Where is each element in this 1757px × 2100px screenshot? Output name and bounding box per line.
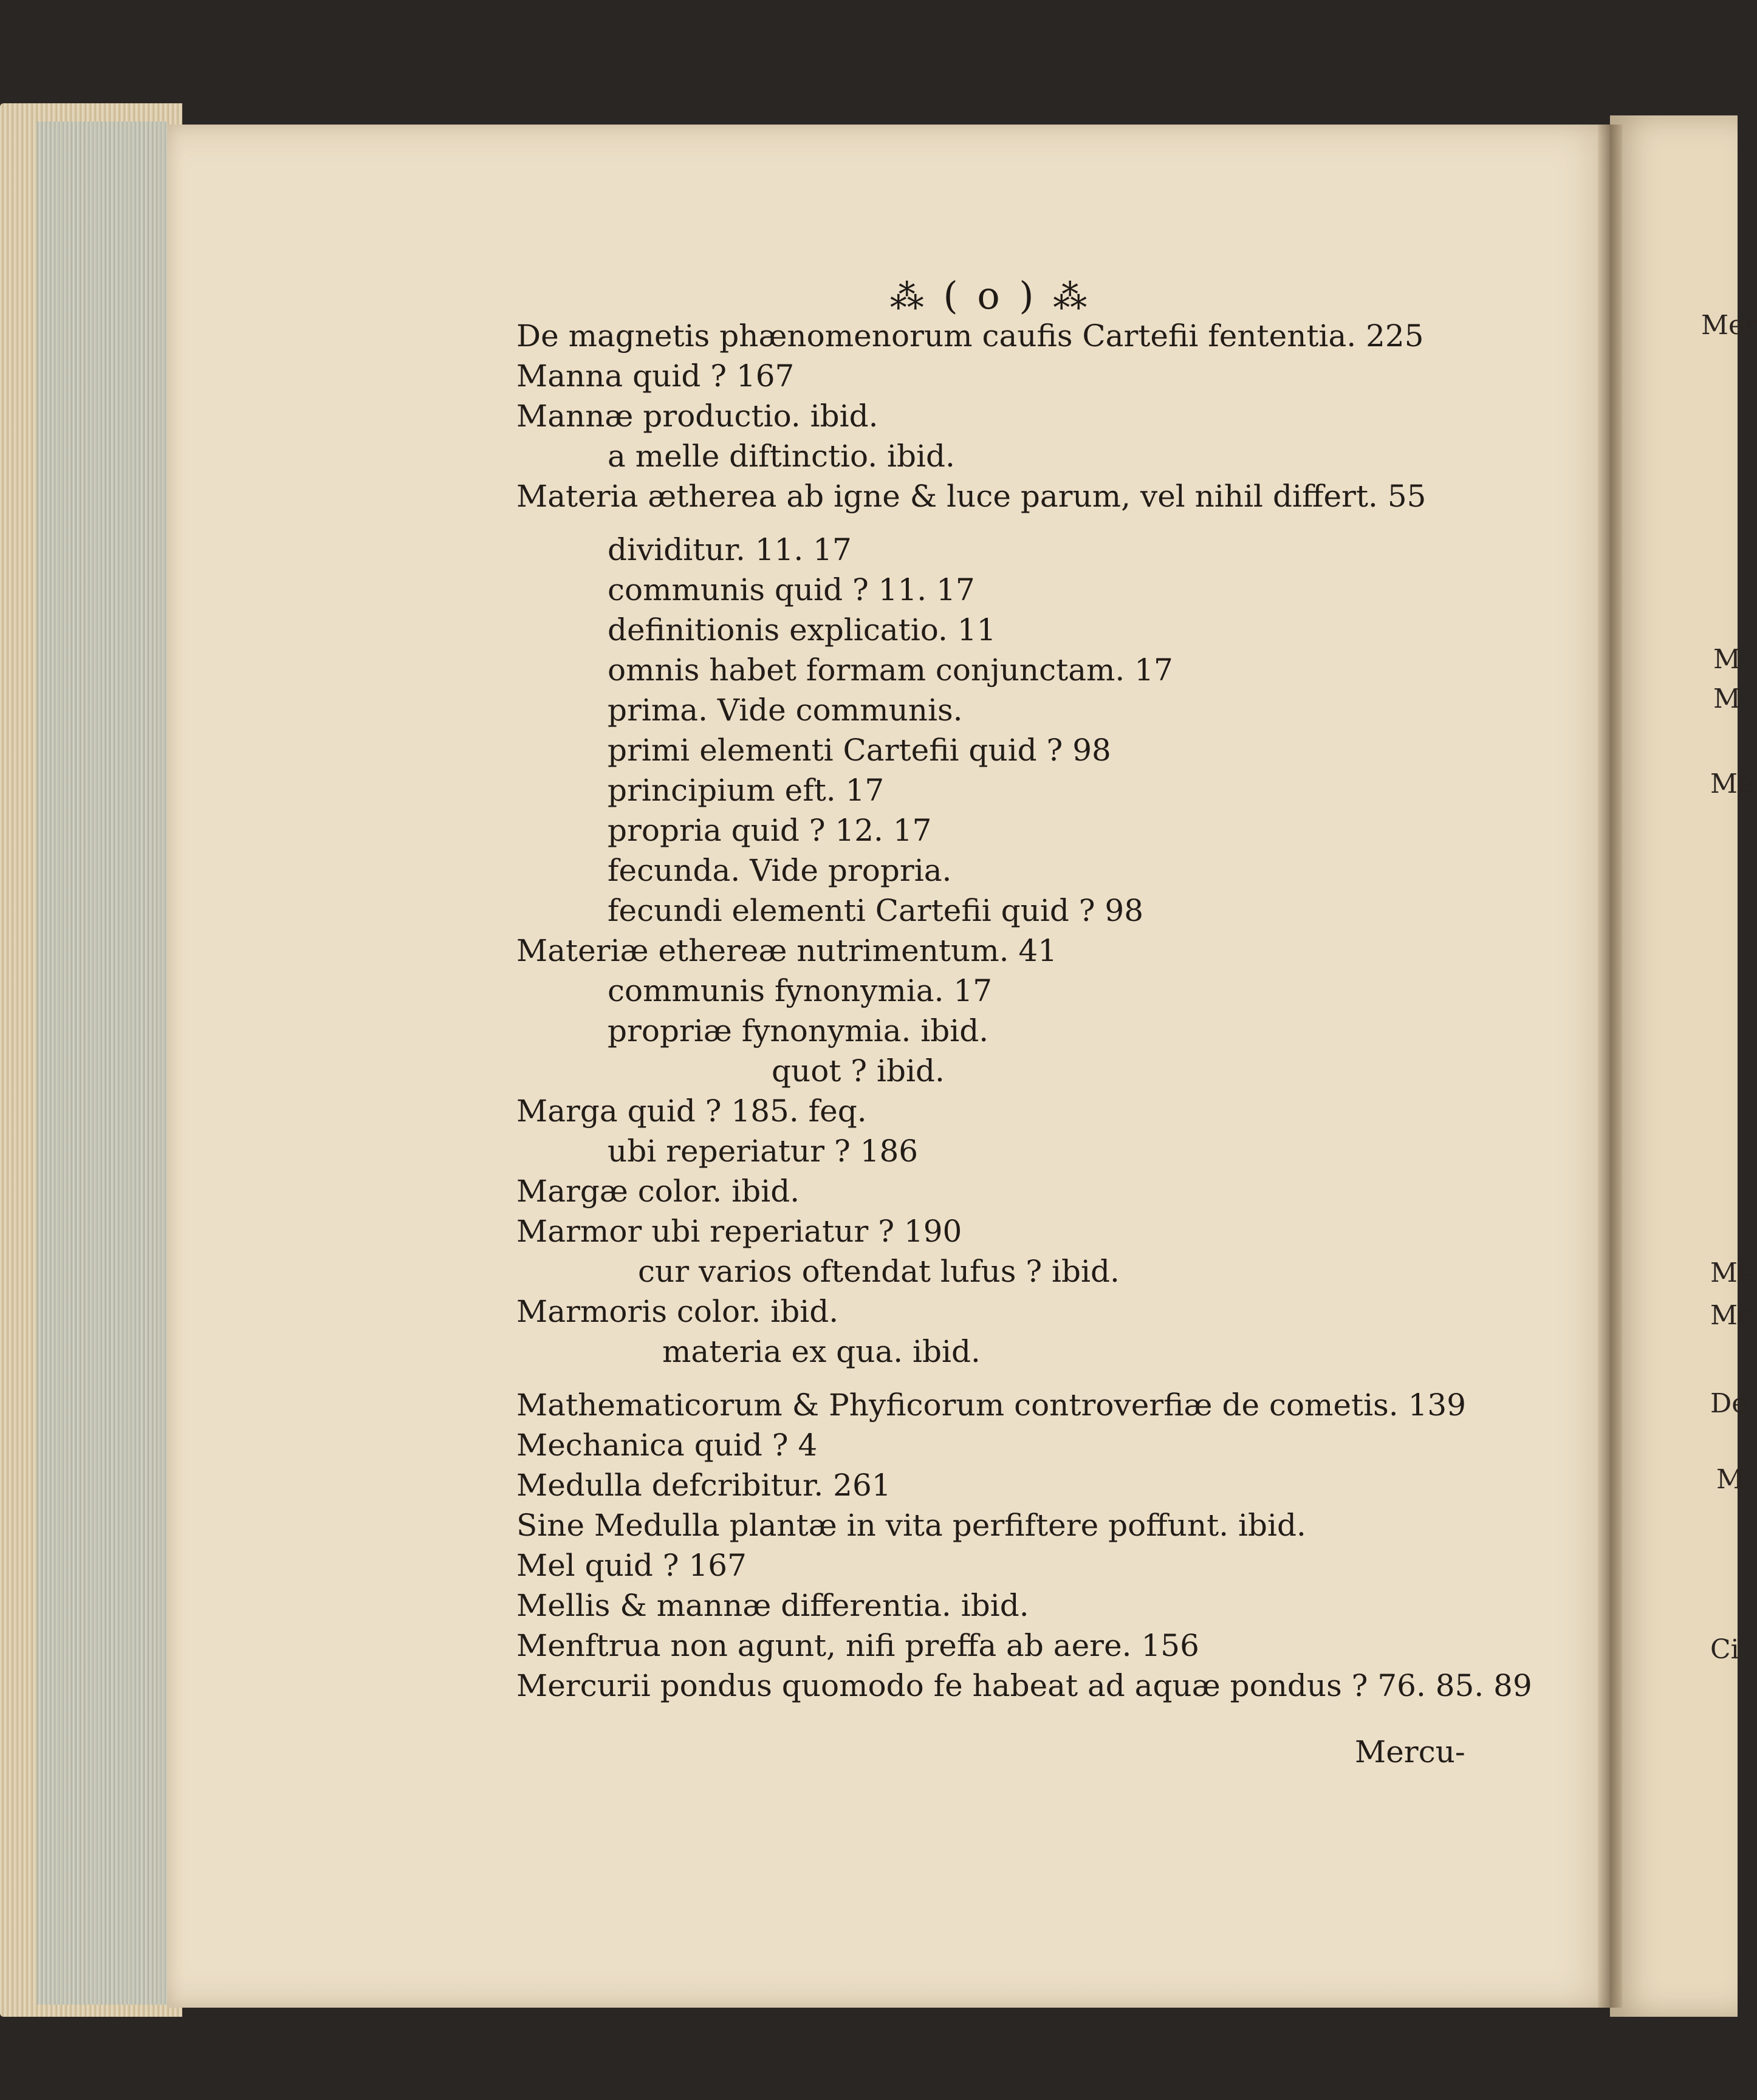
- index-subentry: fecundi elementi Cartefii quid ? 98: [608, 893, 1144, 928]
- index-entry: Sine Medulla plantæ in vita perfiftere poffunt. ibid.: [516, 1508, 1306, 1543]
- index-subentry: communis fynonymia. 17: [608, 973, 993, 1008]
- facing-page-fragment: De: [1710, 1388, 1748, 1419]
- facing-page-fragment: M: [1713, 644, 1741, 675]
- book-page-edges: [0, 103, 182, 2017]
- facing-page-fragment: Ci: [1710, 1634, 1739, 1665]
- index-subentry: definitionis explicatio. 11: [608, 612, 996, 648]
- index-entry: Mechanica quid ? 4: [516, 1428, 818, 1463]
- index-subentry: communis quid ? 11. 17: [608, 572, 975, 607]
- index-entry: Medulla defcribitur. 261: [516, 1468, 891, 1503]
- index-entry: Marga quid ? 185. feq.: [516, 1093, 867, 1129]
- index-entry: Mathematicorum & Phyficorum controverfiæ de cometis. 139: [516, 1387, 1467, 1423]
- index-subentry: primi elementi Cartefii quid ? 98: [608, 733, 1111, 768]
- index-subentry: dividitur. 11. 17: [608, 532, 852, 567]
- facing-page-fragment: Me: [1710, 768, 1754, 799]
- index-entries: [516, 316, 1532, 1706]
- page-header: [857, 273, 1124, 316]
- facing-page-fragment: M: [1716, 1464, 1744, 1495]
- index-subentry: prima. Vide communis.: [608, 693, 963, 728]
- index-subentry: principium eft. 17: [608, 773, 885, 808]
- index-subentry: ubi reperiatur ? 186: [608, 1134, 919, 1169]
- index-entry: De magnetis phænomenorum caufis Cartefii fententia. 225: [516, 318, 1424, 354]
- index-subentry: a melle diftinctio. ibid.: [608, 439, 955, 474]
- index-entry: Materia ætherea ab igne & luce parum, vel nihil differt. 55: [516, 479, 1426, 514]
- left-ornament-icon: ⁂: [889, 278, 928, 317]
- index-subentry: omnis habet formam conjunctam. 17: [608, 652, 1173, 688]
- index-entry: Materiæ ethereæ nutrimentum. 41: [516, 933, 1058, 968]
- catchword: Mercu-: [1355, 1734, 1465, 1770]
- book-gutter: [1598, 125, 1622, 2008]
- facing-page: [1610, 115, 1738, 2017]
- folio-number: ( o ): [943, 273, 1038, 318]
- page-edges-tint: [36, 121, 167, 2005]
- index-entry: Manna quid ? 167: [516, 358, 795, 394]
- index-entry: Margæ color. ibid.: [516, 1174, 800, 1209]
- index-subentry: materia ex qua. ibid.: [662, 1334, 981, 1369]
- index-entry: Mellis & mannæ differentia. ibid.: [516, 1588, 1029, 1623]
- facing-page-fragment: Me: [1710, 1257, 1754, 1288]
- index-subentry: propriæ fynonymia. ibid.: [608, 1013, 989, 1048]
- index-entry: Mercurii pondus quomodo fe habeat ad aquæ pondus ? 76. 85. 89: [516, 1668, 1532, 1703]
- index-subentry: fecunda. Vide propria.: [608, 853, 952, 888]
- facing-page-fragment: Me: [1710, 1300, 1754, 1331]
- index-entry: Menftrua non agunt, nifi preffa ab aere. 156: [516, 1628, 1199, 1663]
- index-entry: Mel quid ? 167: [516, 1548, 747, 1583]
- entry-spacer: [516, 516, 1458, 530]
- index-entry: Marmoris color. ibid.: [516, 1294, 839, 1329]
- index-subentry: propria quid ? 12. 17: [608, 813, 932, 848]
- entry-spacer: [516, 1372, 1458, 1385]
- facing-page-fragment: M: [1713, 683, 1741, 714]
- index-entry: Marmor ubi reperiatur ? 190: [516, 1214, 962, 1249]
- index-subentry: cur varios oftendat lufus ? ibid.: [638, 1254, 1120, 1289]
- index-subentry: quot ? ibid.: [772, 1053, 945, 1089]
- facing-page-fragment: Mer: [1701, 310, 1757, 341]
- index-entry: Mannæ productio. ibid.: [516, 398, 878, 434]
- right-ornament-icon: ⁂: [1053, 278, 1091, 317]
